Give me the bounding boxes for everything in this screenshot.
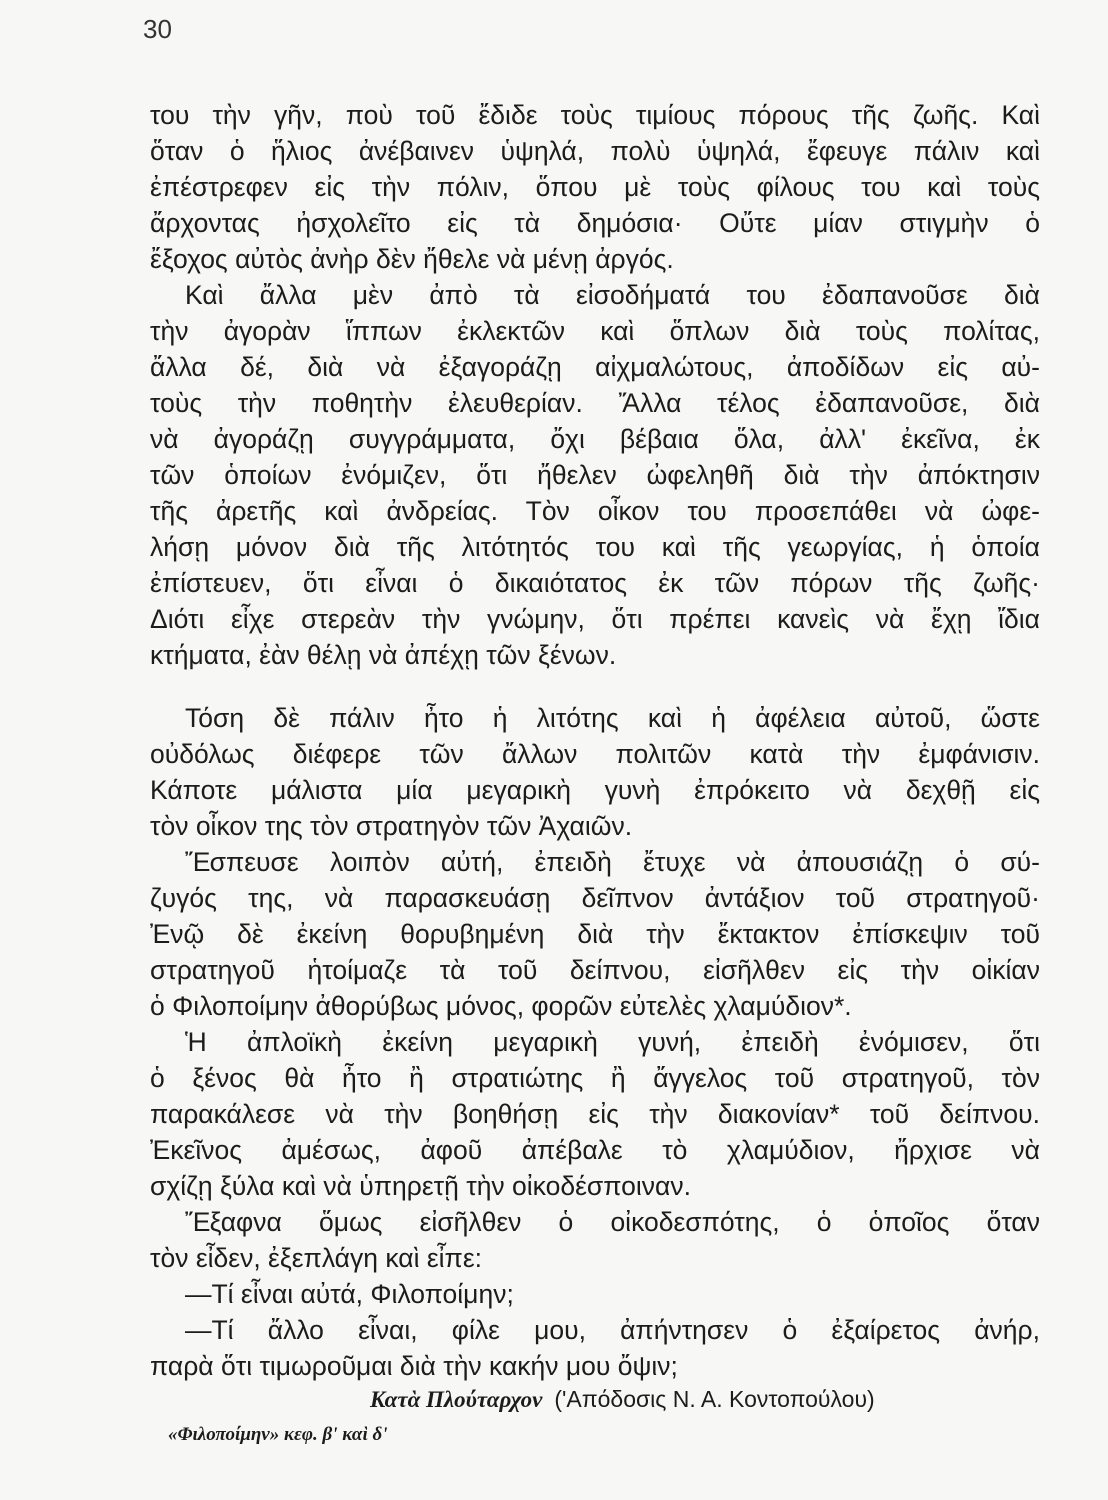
text-line: ὁ Φιλοποίμην ἀθορύβως μόνος, φορῶν εὐτελὲς χλαμύδιον*. bbox=[150, 991, 852, 1021]
text-line: ὁ ξένος θὰ ἦτο ἢ στρατιώτης ἢ ἄγγελος τοῦ στρατηγοῦ, τὸν bbox=[150, 1063, 1040, 1093]
text-line: του τὴν γῆν, ποὺ τοῦ ἔδιδε τοὺς τιμίους πόρους τῆς ζωῆς. Καὶ bbox=[150, 100, 1040, 130]
text-line: ζυγός της, νὰ παρασκευάσῃ δεῖπνον ἀντάξιον τοῦ στρατηγοῦ· bbox=[150, 883, 1040, 913]
attribution-work: «Φιλοποίμην» κεφ. β' καὶ δ' bbox=[168, 1424, 388, 1445]
text-line: παρὰ ὅτι τιμωροῦμαι διὰ τὴν κακήν μου ὄψιν; bbox=[150, 1351, 678, 1381]
text-line: στρατηγοῦ ἡτοίμαζε τὰ τοῦ δείπνου, εἰσῆλθεν εἰς τὴν οἰκίαν bbox=[150, 955, 1040, 985]
text-line: Κάποτε μάλιστα μία μεγαρικὴ γυνὴ ἐπρόκειτο νὰ δεχθῇ εἰς bbox=[150, 775, 1040, 805]
text-line: ὅταν ὁ ἥλιος ἀνέβαινεν ὑψηλά, πολὺ ὑψηλά, ἔφευγε πάλιν καὶ bbox=[150, 136, 1040, 166]
text-line: σχίζῃ ξύλα καὶ νὰ ὑπηρετῇ τὴν οἰκοδέσποιναν. bbox=[150, 1171, 691, 1201]
text-line: Διότι εἶχε στερεὰν τὴν γνώμην, ὅτι πρέπει κανεὶς νὰ ἔχῃ ἴδια bbox=[150, 604, 1040, 634]
text-line: —Τί ἄλλο εἶναι, φίλε μου, ἀπήντησεν ὁ ἐξαίρετος ἀνήρ, bbox=[185, 1315, 1040, 1345]
text-line: τὸν εἶδεν, ἐξεπλάγη καὶ εἶπε: bbox=[150, 1243, 483, 1273]
text-line: ἐπέστρεφεν εἰς τὴν πόλιν, ὅπου μὲ τοὺς φίλους του καὶ τοὺς bbox=[150, 172, 1040, 202]
text-line: Καὶ ἄλλα μὲν ἀπὸ τὰ εἰσοδήματά του ἐδαπανοῦσε διὰ bbox=[185, 280, 1040, 310]
text-line: κτήματα, ἐὰν θέλῃ νὰ ἀπέχῃ τῶν ξένων. bbox=[150, 640, 617, 670]
text-line: ἄρχοντας ἠσχολεῖτο εἰς τὰ δημόσια· Οὔτε μίαν στιγμὴν ὁ bbox=[150, 208, 1040, 238]
text-line: Ἐκεῖνος ἀμέσως, ἀφοῦ ἀπέβαλε τὸ χλαμύδιον, ἤρχισε νὰ bbox=[150, 1135, 1040, 1165]
text-line: οὐδόλως διέφερε τῶν ἄλλων πολιτῶν κατὰ τὴν ἐμφάνισιν. bbox=[150, 739, 1040, 769]
page-number: 30 bbox=[143, 14, 172, 44]
text-line: Ἡ ἀπλοϊκὴ ἐκείνη μεγαρικὴ γυνή, ἐπειδὴ ἐνόμισεν, ὅτι bbox=[185, 1027, 1040, 1057]
text-line: παρακάλεσε νὰ τὴν βοηθήσῃ εἰς τὴν διακονίαν* τοῦ δείπνου. bbox=[150, 1099, 1040, 1129]
text-line: Τόση δὲ πάλιν ἦτο ἡ λιτότης καὶ ἡ ἀφέλεια αὐτοῦ, ὥστε bbox=[185, 703, 1040, 733]
text-line: Ἔξαφνα ὅμως εἰσῆλθεν ὁ οἰκοδεσπότης, ὁ ὁποῖος ὅταν bbox=[185, 1207, 1040, 1237]
text-line: λήσῃ μόνον διὰ τῆς λιτότητός του καὶ τῆς γεωργίας, ἡ ὁποία bbox=[150, 532, 1040, 562]
text-line: ἐπίστευεν, ὅτι εἶναι ὁ δικαιότατος ἐκ τῶν πόρων τῆς ζωῆς· bbox=[150, 568, 1040, 598]
text-line: τοὺς τὴν ποθητὴν ἐλευθερίαν. Ἄλλα τέλος ἐδαπανοῦσε, διὰ bbox=[150, 388, 1040, 418]
text-line: —Τί εἶναι αὐτά, Φιλοποίμην; bbox=[185, 1279, 514, 1309]
text-line: τὴν ἀγορὰν ἵππων ἐκλεκτῶν καὶ ὅπλων διὰ τοὺς πολίτας, bbox=[150, 316, 1040, 346]
attribution-author: Κατὰ Πλούταρχον bbox=[370, 1387, 543, 1412]
text-line: ἄλλα δέ, διὰ νὰ ἐξαγοράζῃ αἰχμαλώτους, ἀποδίδων εἰς αὐ- bbox=[150, 352, 1040, 382]
text-line: τῶν ὁποίων ἐνόμιζεν, ὅτι ἤθελεν ὠφεληθῆ διὰ τὴν ἀπόκτησιν bbox=[150, 460, 1040, 490]
text-line: ἔξοχος αὐτὸς ἀνὴρ δὲν ἤθελε νὰ μένῃ ἀργός. bbox=[150, 244, 674, 274]
attribution bbox=[370, 1386, 875, 1413]
text-line: Ἐνῷ δὲ ἐκείνη θορυβημένη διὰ τὴν ἔκτακτον ἐπίσκεψιν τοῦ bbox=[150, 919, 1040, 949]
attribution-source: ('Απόδοσις Ν. Α. Κοντοπούλου) bbox=[554, 1386, 875, 1412]
text-line: νὰ ἀγοράζῃ συγγράμματα, ὄχι βέβαια ὅλα, ἀλλ' ἐκεῖνα, ἐκ bbox=[150, 424, 1040, 454]
text-line: τὸν οἶκον της τὸν στρατηγὸν τῶν Ἀχαιῶν. bbox=[150, 811, 633, 841]
text-line: τῆς ἀρετῆς καὶ ἀνδρείας. Τὸν οἶκον του προσεπάθει νὰ ὠφε- bbox=[150, 496, 1040, 526]
text-line: Ἔσπευσε λοιπὸν αὐτή, ἐπειδὴ ἔτυχε νὰ ἀπουσιάζῃ ὁ σύ- bbox=[185, 847, 1040, 877]
